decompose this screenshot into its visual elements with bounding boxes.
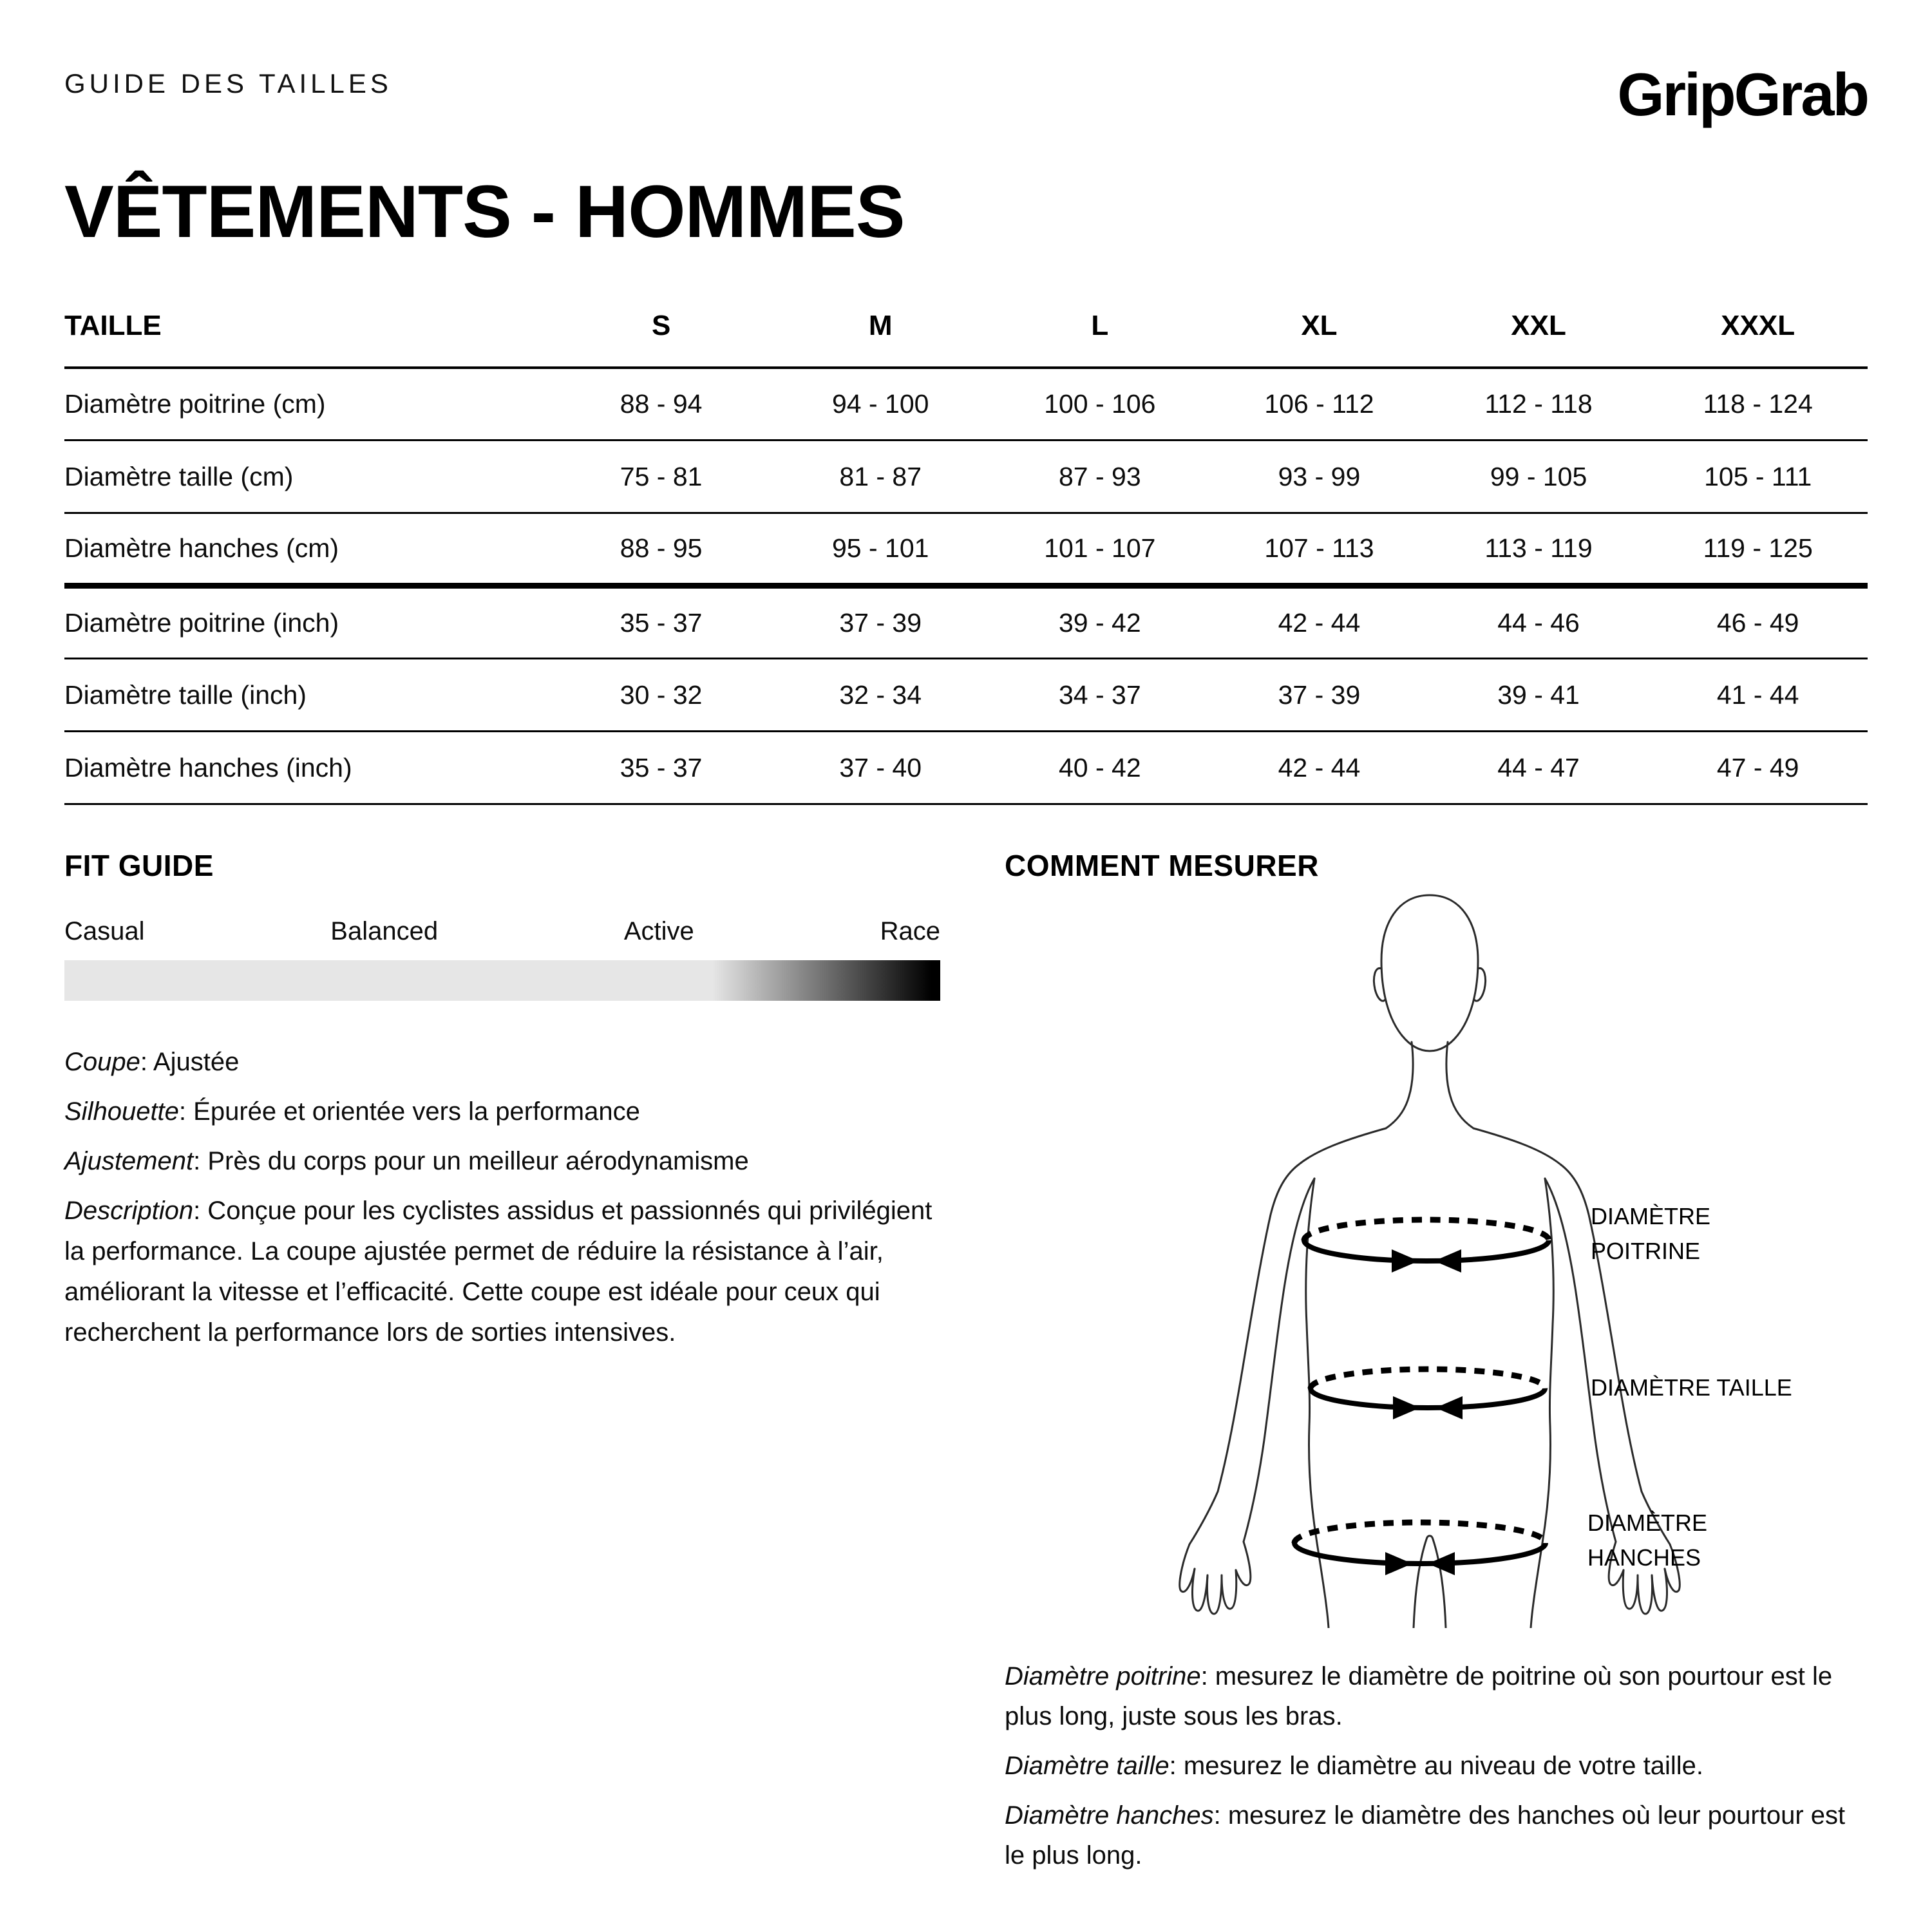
cell-value: 112 - 118 <box>1429 368 1649 440</box>
attribute-text: : Conçue pour les cyclistes assidus et passionnés qui privilégient la performance. La coupe ajustée permet de réduire la résistance à l’air, améliorant la vitesse et l’efficacité. Cette coupe est idéale pour ceux qui recherchent la performance lors de sorties intensives. <box>64 1197 933 1347</box>
cell-value: 99 - 105 <box>1429 440 1649 513</box>
cell-value: 113 - 119 <box>1429 513 1649 586</box>
cell-value: 39 - 41 <box>1429 659 1649 732</box>
cell-value: 40 - 42 <box>990 732 1210 804</box>
table-row-taille-inch <box>64 659 1868 732</box>
cell-value: 47 - 49 <box>1648 732 1868 804</box>
measure-heading: COMMENT MESURER <box>1005 849 1319 882</box>
cell-value: 39 - 42 <box>990 586 1210 659</box>
cell-value: 105 - 111 <box>1648 440 1868 513</box>
row-label: Diamètre hanches (inch) <box>64 732 551 804</box>
label-line: HANCHES <box>1587 1544 1701 1571</box>
column-header-m: M <box>771 310 990 368</box>
waist-measure-label <box>1591 1370 1792 1405</box>
fit-guide-heading: FIT GUIDE <box>64 849 214 882</box>
label-line: DIAMÈTRE <box>1587 1510 1708 1536</box>
instruction-taille <box>1005 1746 1868 1786</box>
cell-value: 106 - 112 <box>1209 368 1429 440</box>
attribute-term: Silhouette <box>64 1097 179 1126</box>
instruction-text: : mesurez le diamètre au niveau de votre taille. <box>1169 1752 1703 1780</box>
cell-value: 37 - 39 <box>1209 659 1429 732</box>
cell-value: 88 - 95 <box>551 513 771 586</box>
label-line: DIAMÈTRE TAILLE <box>1591 1374 1792 1401</box>
chest-measure-ellipse <box>1304 1220 1549 1273</box>
waist-measure-ellipse <box>1311 1369 1545 1419</box>
cell-value: 87 - 93 <box>990 440 1210 513</box>
cell-value: 95 - 101 <box>771 513 990 586</box>
table-row-hanches-inch <box>64 732 1868 804</box>
attribute-text: : Épurée et orientée vers la performance <box>178 1097 640 1126</box>
row-label: Diamètre taille (inch) <box>64 659 551 732</box>
instruction-term: Diamètre taille <box>1005 1752 1170 1780</box>
cell-value: 37 - 40 <box>771 732 990 804</box>
cell-value: 34 - 37 <box>990 659 1210 732</box>
cell-value: 46 - 49 <box>1648 586 1868 659</box>
eyebrow-label: GUIDE DES TAILLES <box>64 68 392 99</box>
attribute-term: Coupe <box>64 1048 140 1076</box>
table-row-hanches-cm <box>64 513 1868 586</box>
cell-value: 44 - 47 <box>1429 732 1649 804</box>
column-header-xl: XL <box>1209 310 1429 368</box>
cell-value: 42 - 44 <box>1209 586 1429 659</box>
instruction-poitrine <box>1005 1656 1868 1736</box>
cell-value: 118 - 124 <box>1648 368 1868 440</box>
column-header-s: S <box>551 310 771 368</box>
cell-value: 32 - 34 <box>771 659 990 732</box>
cell-value: 94 - 100 <box>771 368 990 440</box>
hips-measure-label <box>1587 1506 1707 1575</box>
fit-label-casual: Casual <box>64 917 145 945</box>
cell-value: 35 - 37 <box>551 732 771 804</box>
row-label: Diamètre poitrine (cm) <box>64 368 551 440</box>
cell-value: 88 - 94 <box>551 368 771 440</box>
page-header <box>64 61 1868 128</box>
table-row-poitrine-inch <box>64 586 1868 659</box>
cell-value: 75 - 81 <box>551 440 771 513</box>
fit-attributes <box>64 1042 940 1353</box>
attribute-term: Ajustement <box>64 1147 194 1175</box>
fit-label-race: Race <box>880 917 940 945</box>
fit-attribute-description <box>64 1191 940 1353</box>
fit-label-balanced: Balanced <box>330 917 439 945</box>
fit-guide-section <box>64 848 940 1885</box>
cell-value: 30 - 32 <box>551 659 771 732</box>
cell-value: 44 - 46 <box>1429 586 1649 659</box>
measure-instructions <box>1005 1656 1868 1875</box>
fit-scale-labels <box>64 917 940 946</box>
table-row-taille-cm <box>64 440 1868 513</box>
instruction-text: : mesurez le diamètre de poitrine où son pourtour est le plus long, juste sous les bras. <box>1005 1662 1833 1730</box>
label-line: DIAMÈTRE <box>1591 1203 1711 1229</box>
cell-value: 81 - 87 <box>771 440 990 513</box>
cell-value: 35 - 37 <box>551 586 771 659</box>
chest-measure-label <box>1591 1199 1710 1269</box>
column-header-taille: TAILLE <box>64 310 551 368</box>
fit-label-active: Active <box>623 917 694 945</box>
fit-attribute-coupe <box>64 1042 940 1083</box>
instruction-text: : mesurez le diamètre des hanches où leur pourtour est le plus long. <box>1005 1801 1846 1870</box>
instruction-term: Diamètre poitrine <box>1005 1662 1201 1690</box>
cell-value: 37 - 39 <box>771 586 990 659</box>
column-header-xxxl: XXXL <box>1648 310 1868 368</box>
attribute-text: : Ajustée <box>140 1048 240 1076</box>
fit-gradient-bar <box>64 960 940 1001</box>
size-table <box>64 310 1868 806</box>
table-row-poitrine-cm <box>64 368 1868 440</box>
cell-value: 41 - 44 <box>1648 659 1868 732</box>
measure-section <box>1005 848 1868 1885</box>
label-line: POITRINE <box>1591 1238 1701 1264</box>
attribute-text: : Près du corps pour un meilleur aérodynamisme <box>193 1147 749 1175</box>
row-label: Diamètre poitrine (inch) <box>64 586 551 659</box>
instruction-term: Diamètre hanches <box>1005 1801 1214 1830</box>
fit-attribute-silhouette <box>64 1092 940 1132</box>
cell-value: 100 - 106 <box>990 368 1210 440</box>
cell-value: 107 - 113 <box>1209 513 1429 586</box>
brand-logo: GripGrab <box>1617 61 1868 128</box>
instruction-hanches <box>1005 1795 1868 1875</box>
column-header-l: L <box>990 310 1210 368</box>
measurement-figure <box>1005 886 1868 1628</box>
cell-value: 101 - 107 <box>990 513 1210 586</box>
row-label: Diamètre taille (cm) <box>64 440 551 513</box>
cell-value: 93 - 99 <box>1209 440 1429 513</box>
column-header-xxl: XXL <box>1429 310 1649 368</box>
size-table-header-row <box>64 310 1868 368</box>
cell-value: 119 - 125 <box>1648 513 1868 586</box>
row-label: Diamètre hanches (cm) <box>64 513 551 586</box>
page-title: VÊTEMENTS - HOMMES <box>64 171 905 253</box>
fit-attribute-ajustement <box>64 1141 940 1182</box>
cell-value: 42 - 44 <box>1209 732 1429 804</box>
attribute-term: Description <box>64 1197 194 1225</box>
